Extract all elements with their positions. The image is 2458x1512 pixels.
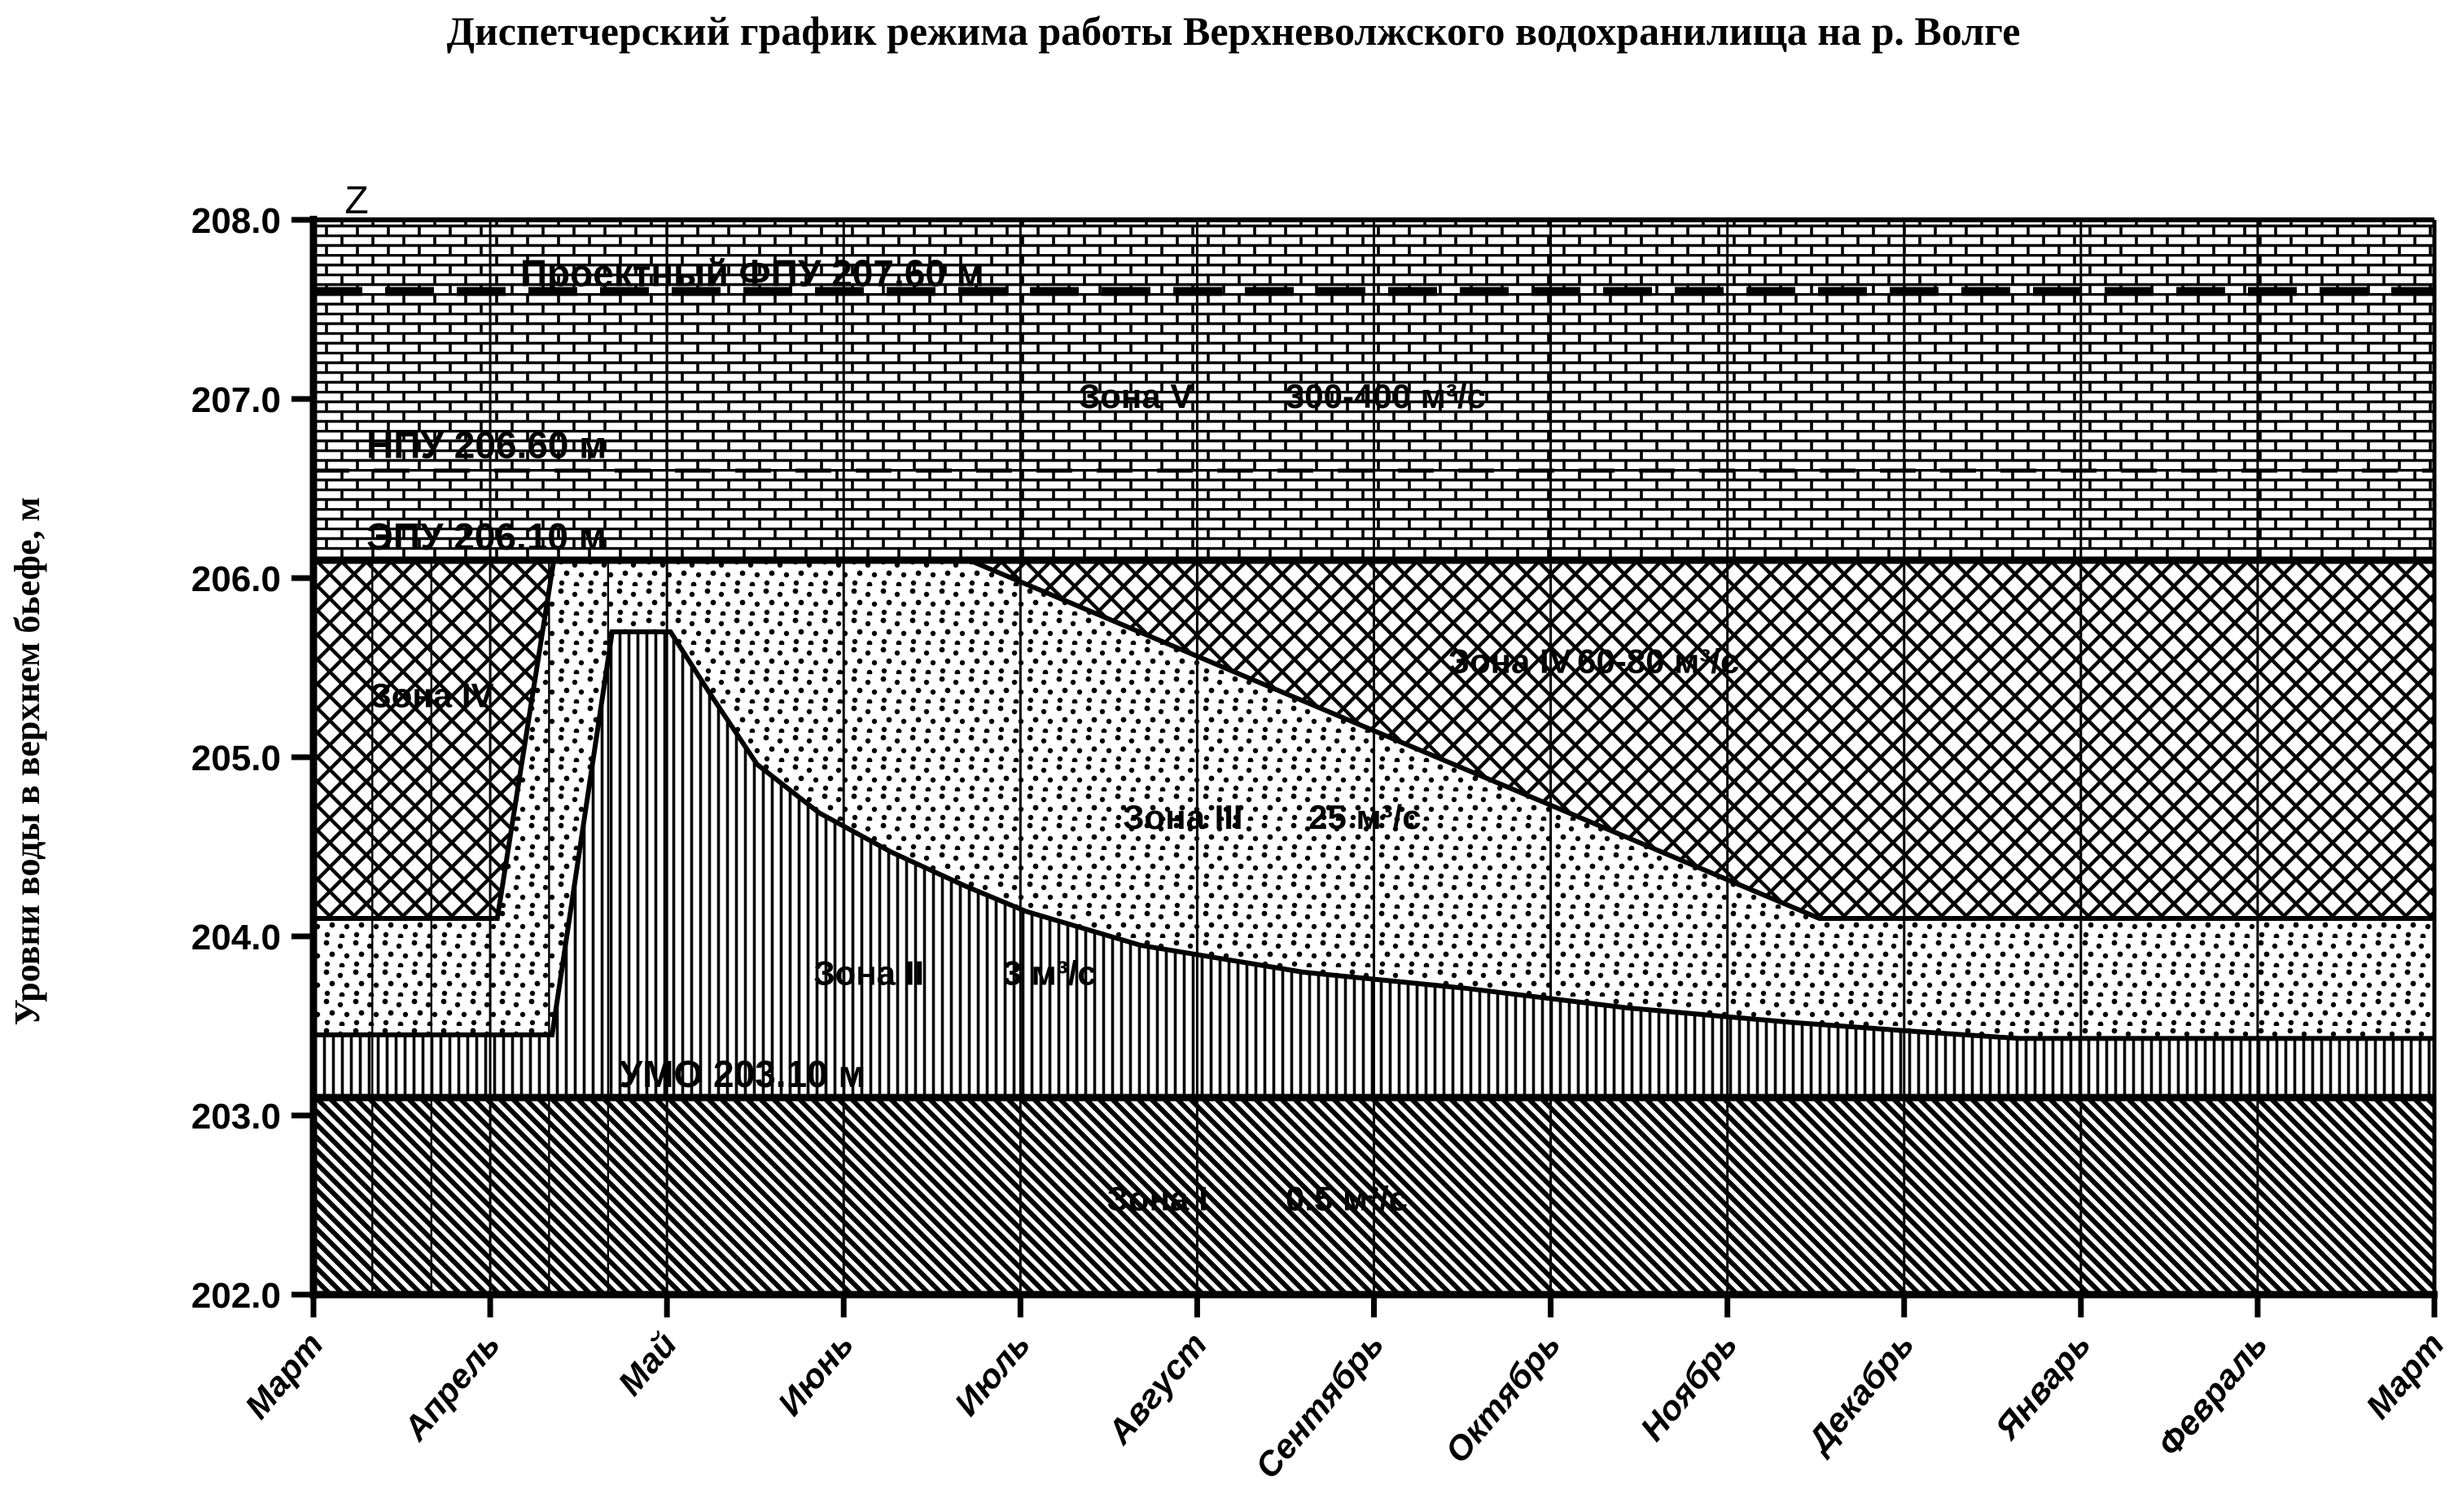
x-month-label: Июнь — [770, 1325, 861, 1423]
zone-i-label: Зона I — [1106, 1179, 1208, 1218]
zone-iii-label: Зона III — [1123, 798, 1243, 836]
y-tick-label: 205.0 — [191, 738, 281, 778]
zone-ii-label: Зона II — [813, 953, 925, 993]
y-tick-label: 204.0 — [191, 918, 281, 958]
zone-i-label: 0.5 м³/с — [1285, 1179, 1409, 1218]
y-tick-label: 202.0 — [191, 1276, 281, 1316]
x-month-label: Ноябрь — [1632, 1325, 1745, 1448]
fpu-level-label: Проектный ФПУ 207.60 м — [519, 252, 984, 295]
zone-ii-label: 3 м³/с — [1002, 953, 1097, 993]
zone-iv-label: Зона IV — [1448, 642, 1572, 681]
y-tick-label: 203.0 — [191, 1097, 281, 1137]
chart-title: Диспетчерский график режима работы Верхневолжского водохранилища на р. Волге — [446, 8, 2021, 54]
x-month-label: Март — [237, 1325, 331, 1427]
y-axis-symbol: Z — [344, 179, 369, 222]
x-month-label: Февраль — [2149, 1325, 2275, 1464]
zone-v-label: 300-400 м³/с — [1285, 377, 1486, 415]
x-month-label: Декабрь — [1799, 1325, 1921, 1460]
x-month-label: Май — [610, 1325, 685, 1403]
epu-level-label: ЭПУ 206.10 м — [366, 515, 607, 558]
y-tick-label: 206.0 — [191, 559, 281, 599]
zone-iii-label: 25 м³/с — [1308, 798, 1422, 836]
y-tick-label: 207.0 — [191, 380, 281, 420]
x-month-label: Апрель — [396, 1325, 507, 1448]
y-tick-label: 208.0 — [191, 201, 281, 241]
umo-level-label: УМО 203.10 м — [619, 1052, 866, 1095]
zone-v-label: Зона V — [1078, 377, 1194, 415]
x-month-label: Июль — [946, 1325, 1038, 1423]
x-month-label: Август — [1100, 1325, 1215, 1452]
zone-iv-label: Зона IV — [370, 676, 494, 715]
npu-level-label: НПУ 206.60 м — [366, 423, 607, 467]
x-month-label: Январь — [1987, 1325, 2098, 1447]
x-month-label: Сентябрь — [1247, 1325, 1391, 1486]
zone-iv-label: 60-80 м³/с — [1577, 642, 1740, 681]
y-axis-title: Уровни воды в верхнем бьефе, м — [7, 497, 47, 1026]
x-month-label: Октябрь — [1437, 1325, 1568, 1470]
x-month-label: Март — [2358, 1325, 2451, 1427]
